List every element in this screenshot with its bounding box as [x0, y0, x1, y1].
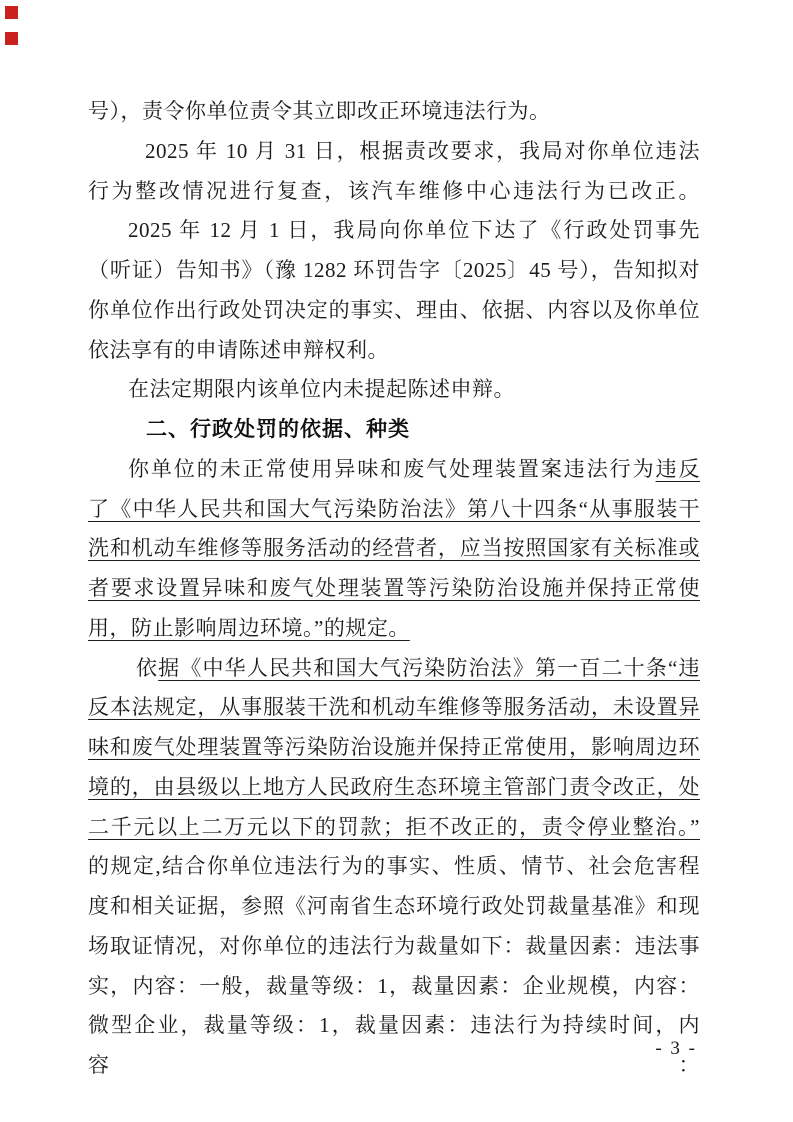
- text-line: [88, 331, 700, 371]
- underlined-text: 据《中华人民共和国大气污染防治法》第一百二十条“违: [158, 655, 700, 680]
- text-run: 你单位的未正常使用异味和废气处理装置案违法行为: [128, 456, 656, 481]
- text-run: 微型企业，裁量等级：1，裁量因素：违法行为持续时间，内容：: [88, 1013, 700, 1077]
- underlined-text: 了《中华人民共和国大气污染防治法》第八十四条“从事服装干: [88, 496, 700, 521]
- underlined-text: 违反: [655, 456, 700, 481]
- text-run: 2025 年 12 月 1 日，我局向你单位下达了《行政处罚事先: [128, 218, 700, 243]
- text-line: [88, 172, 700, 212]
- text-run: 场取证情况，对你单位的违法行为裁量如下：裁量因素：违法事: [88, 933, 700, 958]
- text-line: [88, 211, 700, 251]
- text-line: [88, 529, 700, 569]
- text-run: 依法享有的申请陈述申辩权利。: [88, 337, 389, 362]
- text-run: 的规定,结合你单位违法行为的事实、性质、情节、社会危害程: [88, 854, 700, 879]
- text-line: [88, 1006, 700, 1086]
- text-run: 依: [136, 655, 159, 680]
- text-line: [88, 887, 700, 927]
- text-line: [88, 450, 700, 490]
- text-line: [88, 490, 700, 530]
- text-run: 实，内容：一般，裁量等级：1，裁量因素：企业规模，内容：: [88, 973, 700, 998]
- document-body: [88, 92, 700, 1086]
- text-line: [88, 847, 700, 887]
- text-line: [88, 370, 700, 410]
- underlined-text: 味和废气处理装置等污染防治设施并保持正常使用，影响周边环: [88, 735, 700, 759]
- underlined-text: 洗和机动车维修等服务活动的经营者，应当按照国家有关标准或: [88, 536, 700, 561]
- text-run: 二、行政处罚的依据、种类: [146, 418, 410, 441]
- text-run: 号），责令你单位责令其立即改正环境违法行为。: [88, 99, 551, 123]
- text-line: [88, 967, 700, 1007]
- text-run: （听证）告知书》（豫 1282 环罚告字〔2025〕45 号），告知拟对: [88, 258, 700, 282]
- underlined-text: 境的，由县级以上地方人民政府生态环境主管部门责令改正，处: [88, 774, 700, 799]
- page-number: - 3 -: [655, 1038, 697, 1059]
- text-line: [88, 251, 700, 291]
- text-line: [88, 92, 700, 132]
- text-line: [88, 808, 700, 848]
- red-square-mark: [5, 32, 18, 45]
- text-line: [88, 569, 700, 609]
- text-line: [88, 649, 700, 689]
- section-heading: [88, 410, 700, 450]
- text-line: [88, 609, 700, 649]
- text-line: [88, 132, 700, 172]
- text-line: [88, 927, 700, 967]
- underlined-text: 者要求设置异味和废气处理装置等污染防治设施并保持正常使: [88, 576, 700, 600]
- text-line: [88, 291, 700, 331]
- text-line: [88, 728, 700, 768]
- text-run: 行为整改情况进行复查，该汽车维修中心违法行为已改正。: [88, 178, 700, 203]
- text-run: 度和相关证据，参照《河南省生态环境行政处罚裁量基准》和现: [88, 894, 700, 918]
- text-run: 你单位作出行政处罚决定的事实、理由、依据、内容以及你单位: [88, 297, 700, 322]
- text-run: 2025 年 10 月 31 日，根据责改要求，我局对你单位违法: [145, 138, 700, 163]
- text-line: [88, 688, 700, 728]
- underlined-text: 用，防止影响周边环境。”的规定。: [88, 615, 410, 640]
- underlined-text: 二千元以上二万元以下的罚款；拒不改正的，责令停业整治。”: [88, 814, 700, 839]
- text-line: [88, 768, 700, 808]
- red-square-mark: [5, 6, 18, 19]
- underlined-text: 反本法规定，从事服装干洗和机动车维修等服务活动，未设置异: [88, 695, 700, 720]
- text-run: 在法定期限内该单位内未提起陈述申辩。: [128, 377, 515, 402]
